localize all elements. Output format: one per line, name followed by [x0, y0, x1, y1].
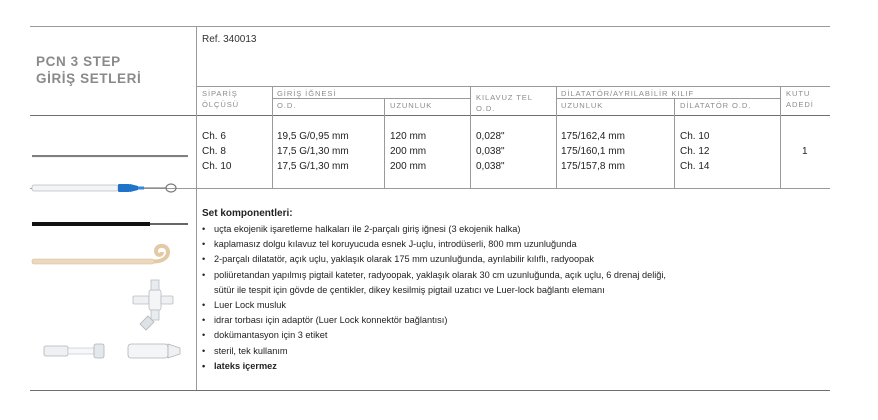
dilator-image [32, 222, 188, 226]
cell-dilator-od-row-3: Ch. 14 [680, 161, 710, 172]
header-box-qty-2: ADEDİ [786, 100, 814, 109]
col-divider-3 [470, 86, 471, 188]
col-divider-2 [384, 98, 385, 188]
left-column-divider [196, 26, 197, 390]
cell-size-row-3: Ch. 10 [202, 161, 232, 172]
kit-item-pigtail-catheter: • poliüretandan yapılmış pigtail kateter, radyoopak, yaklaşık olarak 30 cm uzunluğunda, açık uçlu, 6 drenaj deliği, [202, 268, 822, 283]
cell-needle-length-row-3: 200 mm [390, 161, 427, 172]
header-top-rule [196, 86, 830, 87]
cell-dilator-od-row-2: Ch. 12 [680, 146, 710, 157]
header-box-qty-1: KUTU [786, 89, 811, 98]
col-divider-5 [674, 98, 675, 188]
kit-item-dilator: • 2-parçalı dilatatör, açık uçlu, yaklaşık olarak 175 mm uzunluğunda, ayrılabilir kılıflı, radyoopak [202, 252, 822, 267]
col-divider-4 [556, 86, 557, 188]
pigtail-catheter-image [32, 246, 168, 264]
puncture-needle-image [32, 184, 176, 192]
kit-components-title: Set komponentleri: [202, 208, 293, 219]
bottom-rule [30, 390, 830, 391]
cell-needle-od-row-3: 17,5 G/1,30 mm [277, 161, 349, 172]
kit-item-adapter: • idrar torbası için adaptör (Luer Lock konnektör bağlantısı) [202, 313, 822, 328]
header-dilator-length: UZUNLUK [561, 101, 604, 110]
stopcock-image [133, 280, 173, 330]
cell-dilator-length-row-1: 175/162,4 mm [561, 131, 625, 142]
product-title-line2: GİRİŞ SETLERİ [36, 71, 142, 86]
kit-item-guide-wire: • kaplamasız dolgu kılavuz tel koruyucuda esnek J-uçlu, introdüserli, 800 mm uzunluğunda [202, 237, 822, 252]
col-divider-1 [272, 86, 273, 188]
kit-item-sterile: • steril, tek kullanım [202, 344, 822, 359]
header-dilator: DİLATATÖR/AYRILABİLİR KILIF [561, 89, 695, 98]
cell-wire-od-row-2: 0,038" [476, 146, 505, 157]
cell-wire-od-row-3: 0,038" [476, 161, 505, 172]
cell-wire-od-row-1: 0,028" [476, 131, 505, 142]
header-order-no-1: SİPARİŞ [202, 89, 238, 98]
top-rule [30, 26, 830, 27]
col-divider-6 [780, 86, 781, 188]
urine-bag-adapter-image [44, 344, 180, 358]
kit-item-latex-free: • lateks içermez [202, 359, 822, 374]
header-bottom-rule [30, 115, 830, 116]
kit-item-needle: • uçta ekojenik işaretleme halkaları ile 2-parçalı giriş iğnesi (3 ekojenik halka) [202, 222, 822, 237]
cell-size-row-1: Ch. 6 [202, 131, 226, 142]
kit-components-list [202, 222, 822, 374]
cell-needle-length-row-2: 200 mm [390, 146, 427, 157]
header-guide-wire: KILAVUZ TEL [476, 93, 533, 102]
cell-needle-length-row-1: 120 mm [390, 131, 427, 142]
header-needle-od: O.D. [277, 101, 297, 110]
kit-item-pigtail-catheter-cont: sütür ile tespit için gövde de çentikler, dikey kesilmiş pigtail uzatıcı ve Luer-lock bağlantı elemanı [214, 284, 605, 295]
cell-dilator-length-row-3: 175/157,8 mm [561, 161, 625, 172]
kit-item-stopcock: • Luer Lock musluk [202, 298, 822, 313]
header-order-no-2: ÖLÇÜSÜ [202, 100, 240, 109]
cell-dilator-od-row-1: Ch. 10 [680, 131, 710, 142]
guide-wire-image [32, 156, 188, 157]
cell-needle-od-row-1: 19,5 G/0,95 mm [277, 131, 349, 142]
header-needle: GİRİŞ İĞNESİ [277, 89, 337, 98]
cell-size-row-2: Ch. 8 [202, 146, 226, 157]
cell-box-qty: 1 [802, 146, 808, 157]
product-components-illustration [30, 140, 196, 380]
product-title-line1: PCN 3 STEP [36, 54, 121, 69]
cell-needle-od-row-2: 17,5 G/1,30 mm [277, 146, 349, 157]
header-dilator-od: DİLATATÖR O.D. [680, 101, 752, 110]
header-guide-wire-od: O.D. [476, 104, 496, 113]
cell-dilator-length-row-2: 175/160,1 mm [561, 146, 625, 157]
header-needle-length: UZUNLUK [390, 101, 433, 110]
reference-number: Ref. 340013 [202, 34, 257, 45]
kit-item-labels: • dokümantasyon için 3 etiket [202, 328, 822, 343]
